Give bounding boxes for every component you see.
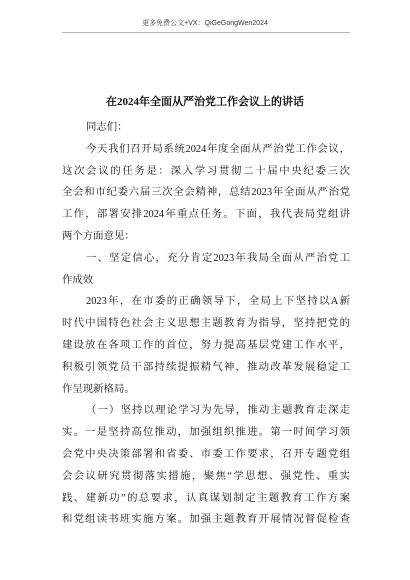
paragraph-3-line-5: 作呈现新格局。 (62, 383, 135, 395)
paragraph-1-line-4: 工作，部署安排2024年重点任务。下面，我代表局党组讲 (62, 209, 350, 221)
paragraph-3-line-2: 时代中国特色社会主义思想主题教育为指导，坚持把党的 (62, 318, 350, 330)
header-promo-text: 更多免费公文+VX：QiGeGongWen2024 (142, 20, 268, 27)
section-heading-1-line-1: 一、坚定信心，充分肯定2023年我局全面从严治党工 (86, 252, 350, 264)
paragraph-2023-review (62, 291, 350, 400)
document-title: 在2024年全面从严治党工作会议上的讲话 (106, 96, 304, 108)
subsection-1-theory-study (62, 400, 350, 531)
paragraph-4-line-6: 和党组读书班实施方案。加强主题教育开展情况督促检查 (62, 514, 350, 526)
section-heading-1-line-2: 作成效 (62, 274, 94, 286)
paragraph-3-line-4: 积极引领党员干部持续提振精气神，推动改革发展稳定工 (62, 361, 350, 373)
section-heading-1 (62, 248, 350, 292)
paragraph-4-line-1: （一）坚持以理论学习为先导，推动主题教育走深走 (86, 405, 350, 417)
paragraph-4-line-4: 会会议研究贯彻落实措施，聚焦“学思想、强党性、重实 (62, 470, 350, 482)
header-divider (62, 32, 350, 33)
paragraph-4-line-5: 践、建新功”的总要求，认真谋划制定主题教育工作方案 (62, 492, 350, 504)
paragraph-3-line-3: 建设放在各项工作的首位，努力提高基层党建工作水平， (62, 339, 350, 351)
paragraph-1-line-3: 全会和市纪委六届三次全会精神，总结2023年全面从严治党 (62, 187, 350, 199)
paragraph-1-line-2: 这次会议的任务是：深入学习贯彻二十届中央纪委三次 (62, 165, 350, 177)
paragraph-4-line-3: 会党中央决策部署和省委、市委工作要求，召开专题党组 (62, 448, 350, 460)
paragraph-1-line-1: 今天我们召开局系统2024年度全面从严治党工作会议， (86, 143, 350, 155)
paragraph-1-line-5: 两个方面意见： (62, 230, 135, 242)
paragraph-opening (62, 139, 350, 248)
document-body (62, 117, 350, 531)
salutation: 同志们： (86, 122, 128, 133)
paragraph-4-line-2: 实。一是坚持高位推动，加强组织推进。第一时间学习领 (62, 427, 350, 439)
paragraph-3-line-1: 2023年，在市委的正确领导下，全局上下坚持以A新 (86, 296, 350, 308)
